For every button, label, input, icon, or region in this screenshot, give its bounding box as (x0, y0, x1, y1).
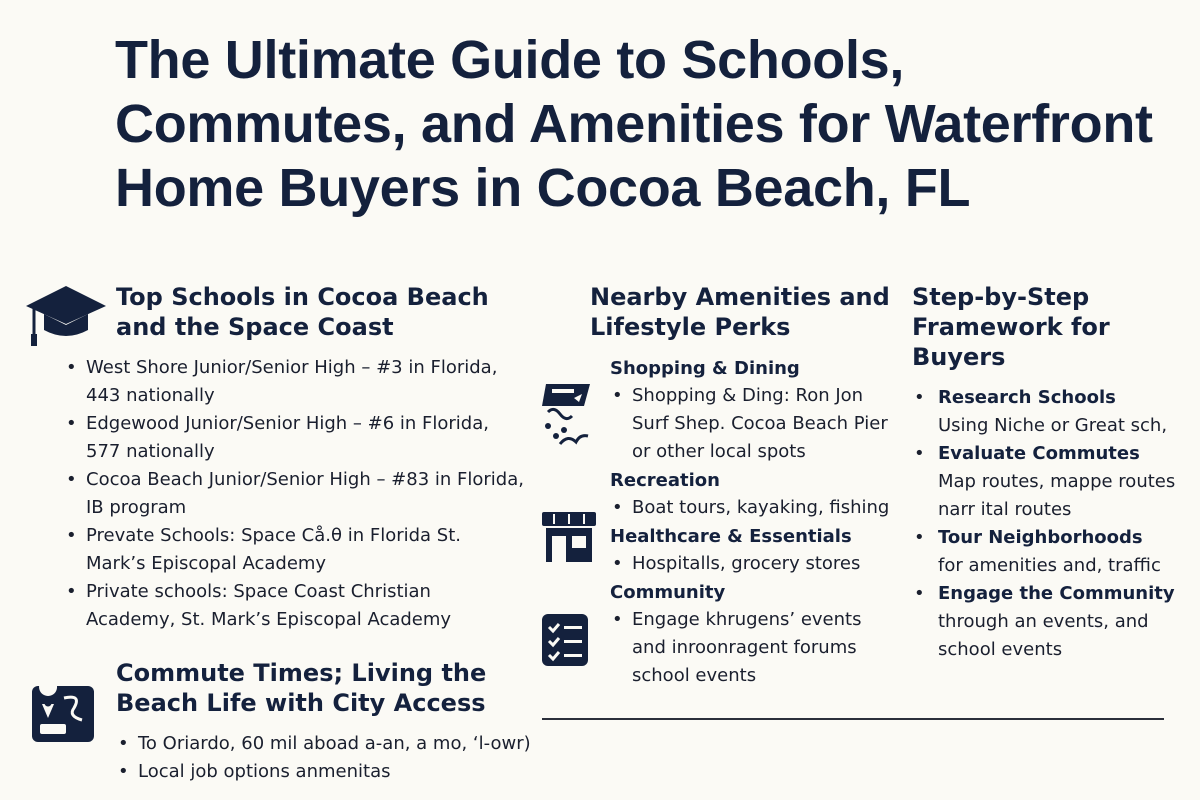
framework-step (912, 440, 1182, 524)
shopping-dining-list (610, 382, 890, 466)
recreation-list (610, 494, 890, 522)
list-item: • To Oriardo, 60 mil aboad a-an, a mo, ‘l-owr) (116, 730, 536, 758)
page-title: The Ultimate Guide to Schools, Commutes, and Amenities for Waterfront Home Buyers in Cocoa Beach, FL (115, 30, 1153, 218)
community-list (610, 606, 890, 690)
schools-list (64, 354, 524, 634)
healthcare-list (610, 550, 890, 578)
list-item: • Edgewood Junior/Senior High – #6 in Florida, 577 nationally (64, 410, 524, 466)
list-item: • Hospitalls, grocery stores (610, 550, 890, 578)
list-item: • Engage khrugens’ events and inroonragent forums school events (610, 606, 890, 690)
step-text: through an events, and school events (938, 611, 1149, 660)
list-item: • Boat tours, kayaking, fishing (610, 494, 890, 522)
checklist-icon (540, 612, 590, 668)
amenities-heading: Nearby Amenities and Lifestyle Perks (590, 283, 890, 341)
step-title: • Evaluate Commutes (938, 443, 1140, 464)
divider (542, 718, 1164, 720)
subheading-recreation: Recreation (610, 470, 720, 491)
commute-section (116, 658, 536, 786)
step-text: for amenities and, traffic (938, 555, 1161, 576)
framework-step (912, 384, 1182, 440)
commute-heading: Commute Times; Living the Beach Life with City Access (116, 659, 487, 717)
commute-list (116, 730, 536, 786)
step-title: • Engage the Community (938, 583, 1175, 604)
step-text: Map routes, mappe routes narr ital routes (938, 471, 1176, 520)
list-item: • Shopping & Ding: Ron Jon Surf Shep. Cocoa Beach Pier or other local spots (610, 382, 890, 466)
list-item: • Prevate Schools: Space Cå.θ in Florida St. Mark’s Episcopal Academy (64, 522, 486, 578)
shopping-dining-icon (534, 378, 598, 450)
step-text: Using Niche or Great sch, (938, 415, 1168, 436)
list-item: • Cocoa Beach Junior/Senior High – #83 in Florida, IB program (64, 466, 524, 522)
subheading-shopping-dining: Shopping & Dining (610, 358, 800, 379)
subheading-community: Community (610, 582, 726, 603)
subheading-healthcare-essentials: Healthcare & Essentials (610, 526, 852, 547)
framework-section (912, 282, 1182, 664)
framework-step (912, 524, 1182, 580)
amenities-section (590, 282, 890, 692)
framework-steps (912, 384, 1182, 664)
list-item: • Private schools: Space Coast Christian Academy, St. Mark’s Episcopal Academy (64, 578, 524, 634)
framework-step (912, 580, 1182, 664)
framework-heading: Step-by-Step Framework for Buyers (912, 283, 1110, 371)
schools-heading: Top Schools in Cocoa Beach and the Space Coast (116, 283, 489, 341)
step-title: • Tour Neighborhoods (938, 527, 1143, 548)
step-title: • Research Schools (938, 387, 1116, 408)
list-item: • West Shore Junior/Senior High – #3 in Florida, 443 nationally (64, 354, 524, 410)
list-item: • Local job options anmenitas (116, 758, 536, 786)
schools-section (64, 282, 524, 634)
commute-map-icon (30, 684, 96, 744)
